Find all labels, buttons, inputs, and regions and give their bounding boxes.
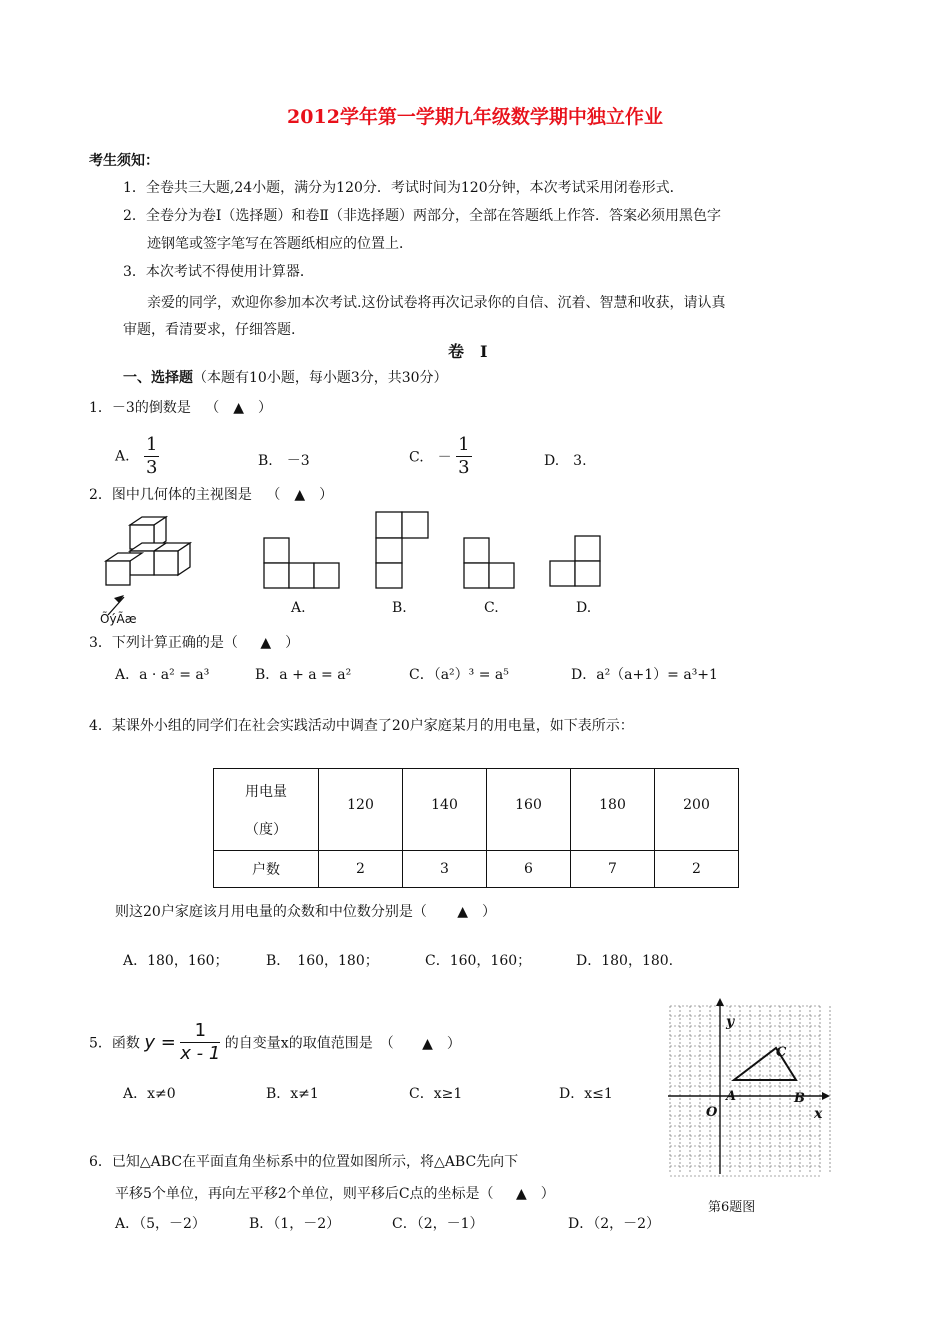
q1-option-b: B. －3 [258,453,310,469]
q2-option-b-label: B. [392,600,407,616]
q2-blank: （ ▲ ） [266,487,334,503]
q4-stem: 4．某课外小组的同学们在社会实践活动中调查了20户家庭某月的用电量，如下表所示： [89,718,634,734]
notice-item-3: 3．本次考试不得使用计算器． [123,264,314,280]
q1-opt-c-den: 3 [458,457,470,478]
section-desc: （本题有10小题，每小题3分，共30分） [193,370,448,386]
q3-option-a: A．a · a² = a³ [115,667,210,683]
table-header-label [214,769,319,851]
table-cell: 180 [571,769,655,851]
q4-option-a: A．180，160； [123,953,229,969]
q5-option-a: A．x≠0 [123,1086,176,1102]
table-cell: 6 [487,851,571,888]
q3-blank: ▲ ） [260,635,300,651]
table-row-label: 户数 [214,851,319,888]
table-header-line-1: 用电量 [245,783,287,800]
q1-opt-a-label: A. [115,448,130,465]
table-row [214,851,739,888]
q2-option-c-label: C. [484,600,499,616]
table-cell: 120 [319,769,403,851]
q5-stem [89,1020,461,1065]
q2-option-a-label: A. [291,600,306,616]
q2-option-c-shape [462,536,518,590]
q4-option-b: B． 160，180； [266,953,379,969]
q3-option-d: D．a²（a+1）= a³+1 [571,667,718,683]
q1-stem-text: 1．－3的倒数是 [89,400,191,416]
table-cell: 200 [655,769,739,851]
paper-label: 卷 Ⅰ [448,342,488,361]
q1-opt-a-fraction [144,434,159,479]
q6-option-c: C．（2，－1） [392,1216,484,1232]
table-row [214,769,739,851]
q5-stem-pre: 5．函数 [89,1035,140,1052]
q6-line-2 [115,1183,555,1203]
q5-blank: ▲ ） [422,1035,461,1052]
grid [670,1006,830,1176]
q6-line-1: 6．已知△ABC在平面直角坐标系中的位置如图所示，将△ABC先向下 [89,1154,519,1170]
q5-option-c: C．x≥1 [409,1086,463,1102]
q1-option-a [115,434,159,479]
table-cell: 2 [319,851,403,888]
q5-func-fraction [180,1020,220,1065]
q1-option-c [409,434,472,479]
q2-stem [89,484,333,504]
q2-option-b-shape [374,510,432,590]
q3-stem [89,632,299,652]
q6-option-d: D．（2，－2） [568,1216,661,1232]
notice-item-2-cont: 迹钢笔或签字笔写在答题纸相应的位置上． [147,236,413,252]
label-x: x [814,1106,823,1122]
table-cell: 3 [403,851,487,888]
q5-option-d: D．x≤1 [559,1086,613,1102]
q5-func-num: 1 [180,1020,220,1043]
q6-option-b: B．（1，－2） [249,1216,341,1232]
q3-option-b: B．a + a = a² [255,667,352,683]
q4-followup [115,901,496,921]
page-title: 2012学年第一学期九年级数学期中独立作业 [287,106,663,128]
q5-stem-post: 的自变量x的取值范围是 （ [224,1035,394,1052]
x-axis-arrow [822,1092,830,1100]
q2-option-a-shape [262,536,342,590]
y-axis-arrow [716,998,724,1006]
greeting-line-2: 审题，看清要求，仔细答题. [123,322,296,338]
notice-item-1: 1．全卷共三大题,24小题，满分为120分．考试时间为120分钟，本次考试采用闭卷形式． [123,180,684,196]
label-y: y [726,1014,735,1030]
q1-opt-a-num: 1 [146,434,158,455]
q6-line-2-text: 平移5个单位，再向左平移2个单位，则平移后C点的坐标是（ [115,1186,494,1202]
q1-blank: （ ▲ ） [205,400,273,416]
q3-stem-text: 3．下列计算正确的是（ [89,635,238,651]
section-name: 一、选择题 [123,370,193,386]
greeting-line-1: 亲爱的同学，欢迎你参加本次考试.这份试卷将再次记录你的自信、沉着、智慧和收获，请认真 [147,295,726,311]
label-a: A [726,1089,737,1104]
q3-option-c: C．（a²）³ = a⁵ [409,667,509,683]
q6-coordinate-figure [664,998,834,1178]
label-b: B [794,1091,805,1106]
table-cell: 140 [403,769,487,851]
q6-option-a: A．（5，－2） [115,1216,206,1232]
q5-option-b: B．x≠1 [266,1086,319,1102]
table-header-line-2: （度） [245,821,287,838]
q4-option-c: C．160，160； [425,953,532,969]
q4-usage-table [213,768,739,888]
q6-figure-caption: 第6题图 [708,1200,756,1215]
q6-blank: ▲ ） [515,1186,555,1202]
q1-option-d: D. 3. [544,453,587,469]
q2-option-d-shape [548,534,604,588]
q1-opt-c-label: C. － [409,449,452,466]
triangle-abc [734,1048,796,1080]
q4-blank: ▲ ） [457,904,497,920]
q1-opt-c-fraction [456,434,471,479]
section-heading [123,367,448,387]
label-o: O [706,1105,718,1120]
q2-option-d-label: D. [576,600,592,616]
label-c: C [776,1045,787,1060]
q1-opt-c-num: 1 [458,434,470,455]
table-cell: 2 [655,851,739,888]
q1-stem [89,397,272,417]
q4-followup-text: 则这20户家庭该月用电量的众数和中位数分别是（ [115,904,427,920]
table-cell: 160 [487,769,571,851]
q5-func-den: x - 1 [180,1043,221,1064]
q5-func-var: y = [144,1032,176,1053]
table-cell: 7 [571,851,655,888]
q1-opt-a-den: 3 [146,457,158,478]
notice-heading: 考生须知： [89,153,159,169]
q2-stem-text: 2．图中几何体的主视图是 [89,487,252,503]
q2-arrow-label: ÕýÃæ [100,612,137,626]
notice-item-2: 2．全卷分为卷Ⅰ（选择题）和卷Ⅱ（非选择题）两部分，全部在答题纸上作答．答案必须用黑色字 [123,208,721,224]
q4-option-d: D．180，180. [576,953,674,969]
